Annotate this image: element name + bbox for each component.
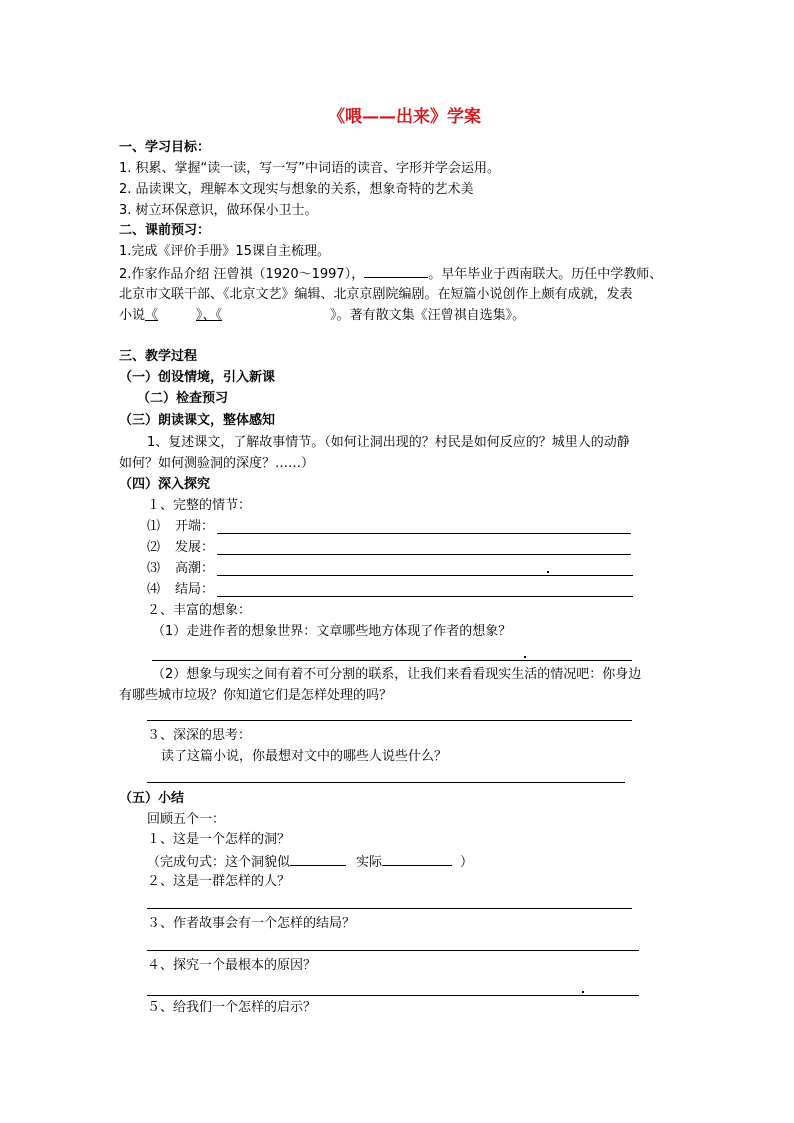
plot-num-3: ⑶ [147, 561, 161, 576]
summary-q2: ２、这是一群怎样的人？ [147, 874, 291, 889]
page-title: 《喂——出来》学案 [328, 107, 481, 127]
part-3-text-1: 1、复述课文，了解故事情节。（如何让洞出现的？村民是如何反应的？城里人的动静 [147, 435, 630, 450]
appearance-blank[interactable] [290, 852, 346, 866]
part-5-heading: （五）小结 [119, 791, 185, 806]
novel-title-blank-1[interactable]: 《 》、 [145, 308, 216, 323]
plot-num-1: ⑴ [147, 519, 161, 534]
plot-num-4: ⑷ [147, 582, 161, 597]
reflection-answer-line[interactable] [147, 782, 625, 783]
plot-question: １、完整的情节： [147, 498, 252, 513]
imagination-answer-line-b[interactable] [147, 720, 632, 721]
section-1-heading: 一、学习目标： [119, 140, 211, 155]
summary-q3: ３、作者故事会有一个怎样的结局？ [147, 916, 356, 931]
preview-line-1: 1.完成《评价手册》15课自主梳理。 [119, 244, 330, 259]
summary-q1-sentence: （完成句式：这个洞貌似 实际 ） [147, 852, 473, 872]
reality-blank[interactable] [382, 852, 452, 866]
imagination-question-a: （1）走进作者的想象世界：文章哪些地方体现了作者的想象？ [152, 624, 512, 639]
stray-mark [582, 991, 584, 993]
objective-item-2: 2. 品读课文，理解本文现实与想象的关系，想象奇特的艺术美 [119, 182, 474, 197]
novel-label: 小说 [119, 308, 146, 323]
section-3-heading: 三、教学过程 [119, 349, 198, 364]
plot-label-development: 发展： [175, 540, 215, 555]
objective-item-3: 3. 树立环保意识，做环保小卫士。 [119, 203, 318, 218]
plot-label-opening: 开端： [175, 519, 215, 534]
plot-num-2: ⑵ [147, 540, 161, 555]
reflection-question: ３、深深的思考： [147, 728, 252, 743]
stray-mark [547, 571, 549, 573]
novel-title-blank-2[interactable]: 《 [215, 308, 223, 323]
objective-item-1: 1. 积累、掌握“读一读，写一写”中词语的读音、字形并学会运用。 [119, 161, 501, 176]
part-3-text-2: 如何？如何测验洞的深度？……） [119, 456, 315, 471]
author-intro-text-2: 。早年毕业于西南联大。历任中学教师、 [428, 267, 663, 282]
stray-mark [524, 656, 526, 658]
part-2-heading: （二）检查预习 [137, 391, 229, 406]
imagination-question-b-2: 有哪些城市垃圾？你知道它们是怎样处理的吗？ [119, 688, 393, 703]
part-1-heading: （一）创设情境，引入新课 [119, 370, 276, 385]
plot-answer-line-1[interactable] [217, 533, 631, 534]
summary-q5: ５、给我们一个怎样的启示？ [147, 1000, 317, 1015]
author-intro-text: 2.作家作品介绍 汪曾祺（1920～1997）， [119, 267, 365, 282]
preview-line-4 [119, 307, 525, 325]
summary-answer-line-3[interactable] [147, 950, 639, 951]
novel-suffix: 》。著有散文集《汪曾祺自选集》。 [330, 308, 526, 323]
imagination-answer-line-a[interactable] [152, 660, 632, 661]
plot-label-ending: 结局： [175, 582, 215, 597]
imagination-question-b-1: （2）想象与现实之间有着不可分割的联系，让我们来看看现实生活的情况吧：你身边 [152, 667, 642, 682]
author-blank[interactable] [364, 264, 428, 278]
section-2-heading: 二、课前预习： [119, 223, 211, 238]
preview-line-2 [119, 264, 662, 284]
summary-q4: ４、探究一个最根本的原因？ [147, 958, 317, 973]
summary-intro: 回顾五个一： [147, 812, 226, 827]
plot-label-climax: 高潮： [175, 561, 215, 576]
plot-answer-line-4[interactable] [217, 596, 633, 597]
part-4-heading: （四）深入探究 [119, 477, 211, 492]
reflection-question-a: 读了这篇小说，你最想对文中的哪些人说些什么？ [161, 749, 448, 764]
plot-answer-line-3[interactable] [217, 575, 633, 576]
part-3-heading: （三）朗读课文，整体感知 [119, 413, 276, 428]
imagination-question: ２、丰富的想象： [147, 603, 252, 618]
preview-line-3: 北京市文联干部、《北京文艺》编辑、北京京剧院编剧。在短篇小说创作上颇有成就，发表 [119, 287, 633, 302]
summary-answer-line-4[interactable] [147, 995, 639, 996]
summary-answer-line-2[interactable] [147, 908, 632, 909]
plot-answer-line-2[interactable] [217, 554, 631, 555]
summary-q1: １、这是一个怎样的洞？ [147, 832, 291, 847]
